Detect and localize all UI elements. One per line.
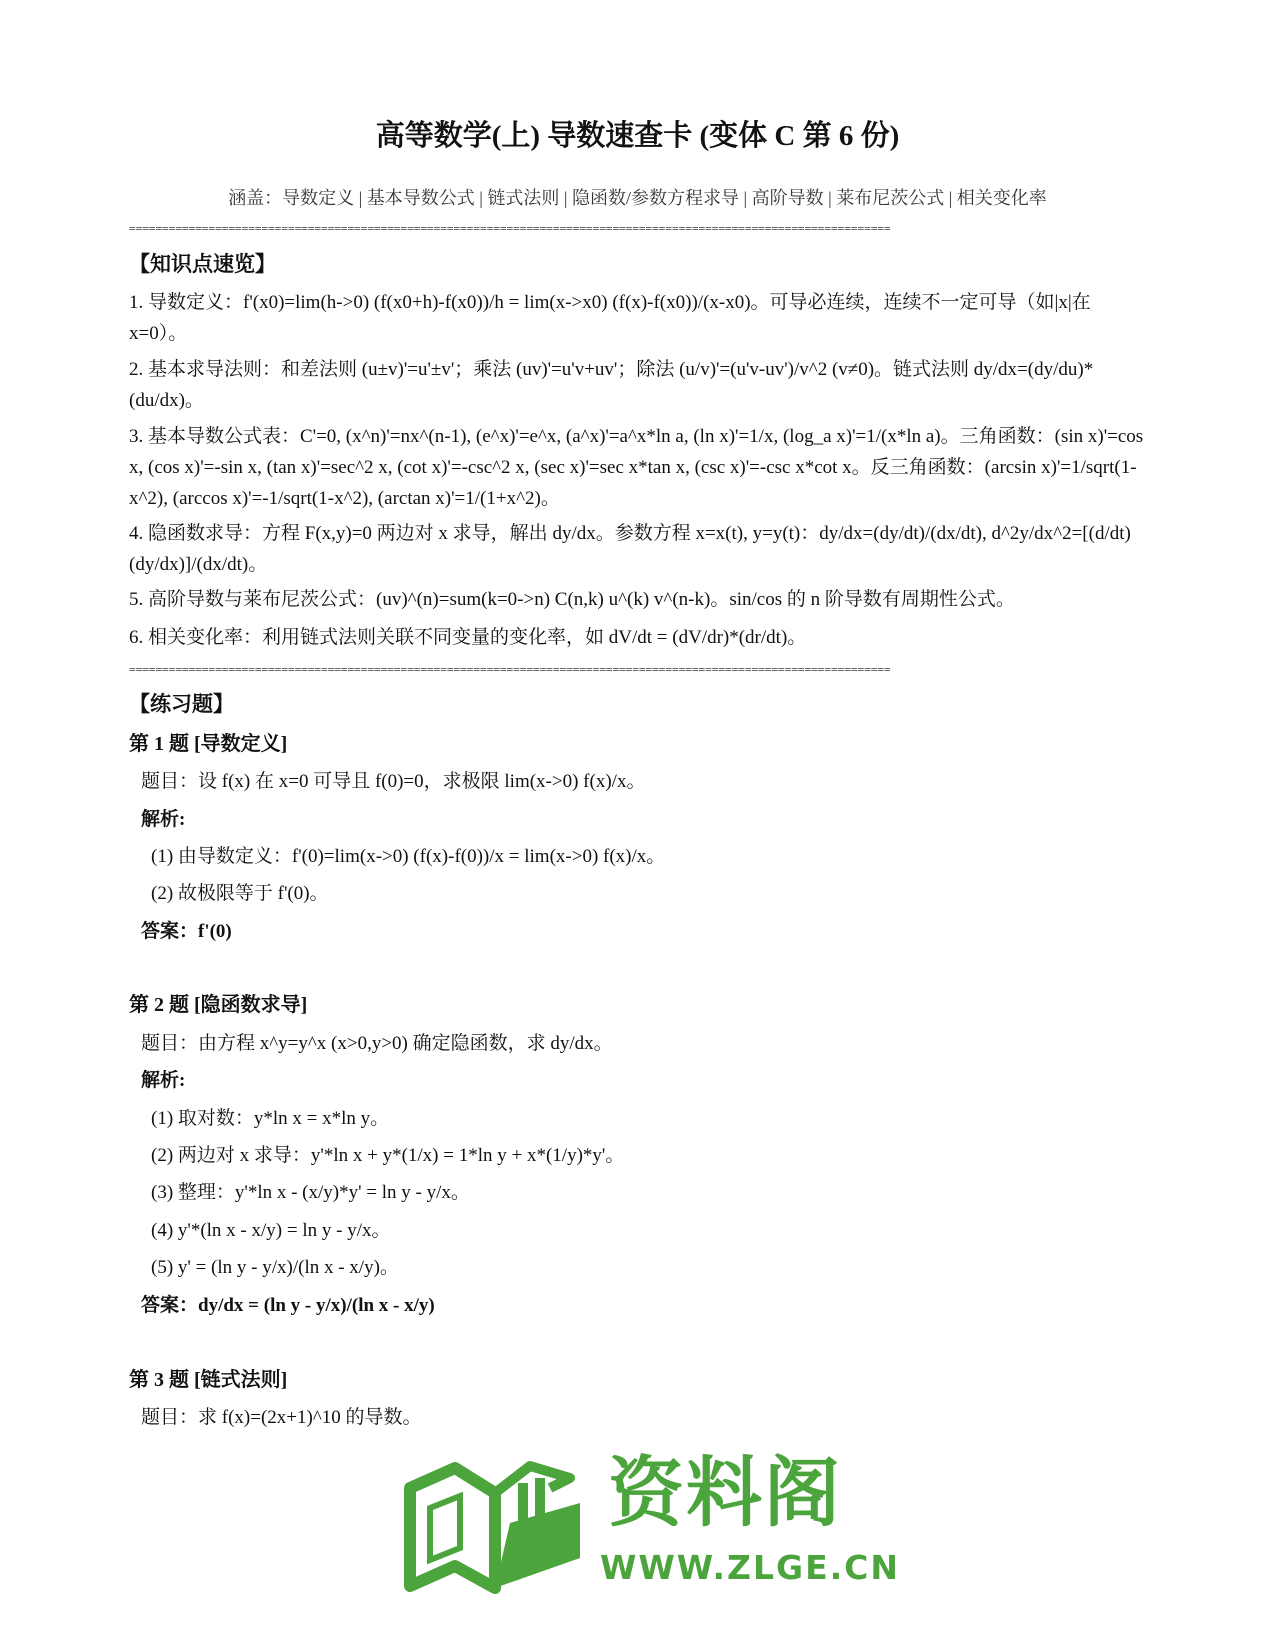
knowledge-heading: 【知识点速览】	[129, 252, 276, 276]
question-2-answer: 答案：dy/dx = (ln y - y/x)/(ln x - x/y)	[141, 1295, 435, 1316]
question-1-answer: 答案：f'(0)	[141, 921, 232, 942]
practice-heading: 【练习题】	[129, 692, 234, 716]
question-2-step-3: (3) 整理：y'*ln x - (x/y)*y' = ln y - y/x。	[151, 1182, 470, 1203]
knowledge-item-6: 6. 相关变化率：利用链式法则关联不同变量的变化率，如 dV/dt = (dV/dr)*(dr/dt)。	[129, 627, 807, 648]
watermark	[400, 1448, 901, 1598]
question-1-step-1: (1) 由导数定义：f'(0)=lim(x->0) (f(x)-f(0))/x = lim(x->0) f(x)/x。	[151, 846, 666, 867]
question-2-step-4: (4) y'*(ln x - x/y) = ln y - y/x。	[151, 1220, 391, 1241]
question-1-heading: 第 1 题 [导数定义]	[129, 733, 288, 755]
question-2-step-5: (5) y' = (ln y - y/x)/(ln x - x/y)。	[151, 1257, 399, 1278]
knowledge-item-3: 3. 基本导数公式表：C'=0, (x^n)'=nx^(n-1), (e^x)'=e^x, (a^x)'=a^x*ln a, (ln x)'=1/x, (log_a x)'=1/(x*ln a)。三角函数：(sin x)'=cos x, (cos x)'=-sin x, (tan x)'=sec^2 x, (cot x)'=-csc^2 x, (sec x)'=sec x*tan x, (csc x)'=-csc x*cot x。反三角函数：(arcsin x)'=1/sqrt(1-x^2), (arccos x)'=-1/sqrt(1-x^2), (arctan x)'=1/(1+x^2)。	[129, 426, 1144, 509]
watermark-cn-text: 资料阁	[608, 1448, 842, 1537]
knowledge-item-4: 4. 隐函数求导：方程 F(x,y)=0 两边对 x 求导，解出 dy/dx。参数方程 x=x(t), y=y(t)：dy/dx=(dy/dt)/(dx/dt), d^2y/dx^2=[(d/dt)(dy/dx)]/(dx/dt)。	[129, 523, 1131, 575]
book-logo-icon	[400, 1448, 595, 1598]
watermark-url-text: WWW.ZLGE.CN	[600, 1548, 901, 1587]
divider-rule: ===================================================================================================================	[129, 222, 891, 235]
page-subtitle: 涵盖：导数定义 | 基本导数公式 | 链式法则 | 隐函数/参数方程求导 | 高阶导数 | 莱布尼茨公式 | 相关变化率	[228, 188, 1047, 208]
question-2-text: 题目：由方程 x^y=y^x (x>0,y>0) 确定隐函数，求 dy/dx。	[141, 1033, 613, 1054]
knowledge-item-2: 2. 基本求导法则：和差法则 (u±v)'=u'±v'；乘法 (uv)'=u'v+uv'；除法 (u/v)'=(u'v-uv')/v^2 (v≠0)。链式法则 dy/dx=(dy/du)*(du/dx)。	[129, 359, 1094, 411]
page-title: 高等数学(上) 导数速查卡 (变体 C 第 6 份)	[375, 120, 900, 152]
question-1-analysis-label: 解析:	[141, 809, 186, 830]
question-2-step-1: (1) 取对数：y*ln x = x*ln y。	[151, 1108, 390, 1129]
question-1-text: 题目：设 f(x) 在 x=0 可导且 f(0)=0，求极限 lim(x->0) f(x)/x。	[141, 771, 646, 792]
question-1-step-2: (2) 故极限等于 f'(0)。	[151, 883, 329, 904]
divider-rule: ===================================================================================================================	[129, 663, 891, 676]
question-2-heading: 第 2 题 [隐函数求导]	[129, 994, 308, 1016]
knowledge-item-1: 1. 导数定义：f'(x0)=lim(h->0) (f(x0+h)-f(x0))/h = lim(x->x0) (f(x)-f(x0))/(x-x0)。可导必连续，连续不一定可导（如|x|在 x=0）。	[129, 292, 1091, 344]
question-2-step-2: (2) 两边对 x 求导：y'*ln x + y*(1/x) = 1*ln y + x*(1/y)*y'。	[151, 1145, 625, 1166]
question-2-analysis-label: 解析:	[141, 1070, 186, 1091]
question-3-heading: 第 3 题 [链式法则]	[129, 1369, 288, 1391]
question-3-text: 题目：求 f(x)=(2x+1)^10 的导数。	[141, 1407, 422, 1428]
knowledge-item-5: 5. 高阶导数与莱布尼茨公式：(uv)^(n)=sum(k=0->n) C(n,k) u^(k) v^(n-k)。sin/cos 的 n 阶导数有周期性公式。	[129, 589, 1015, 610]
